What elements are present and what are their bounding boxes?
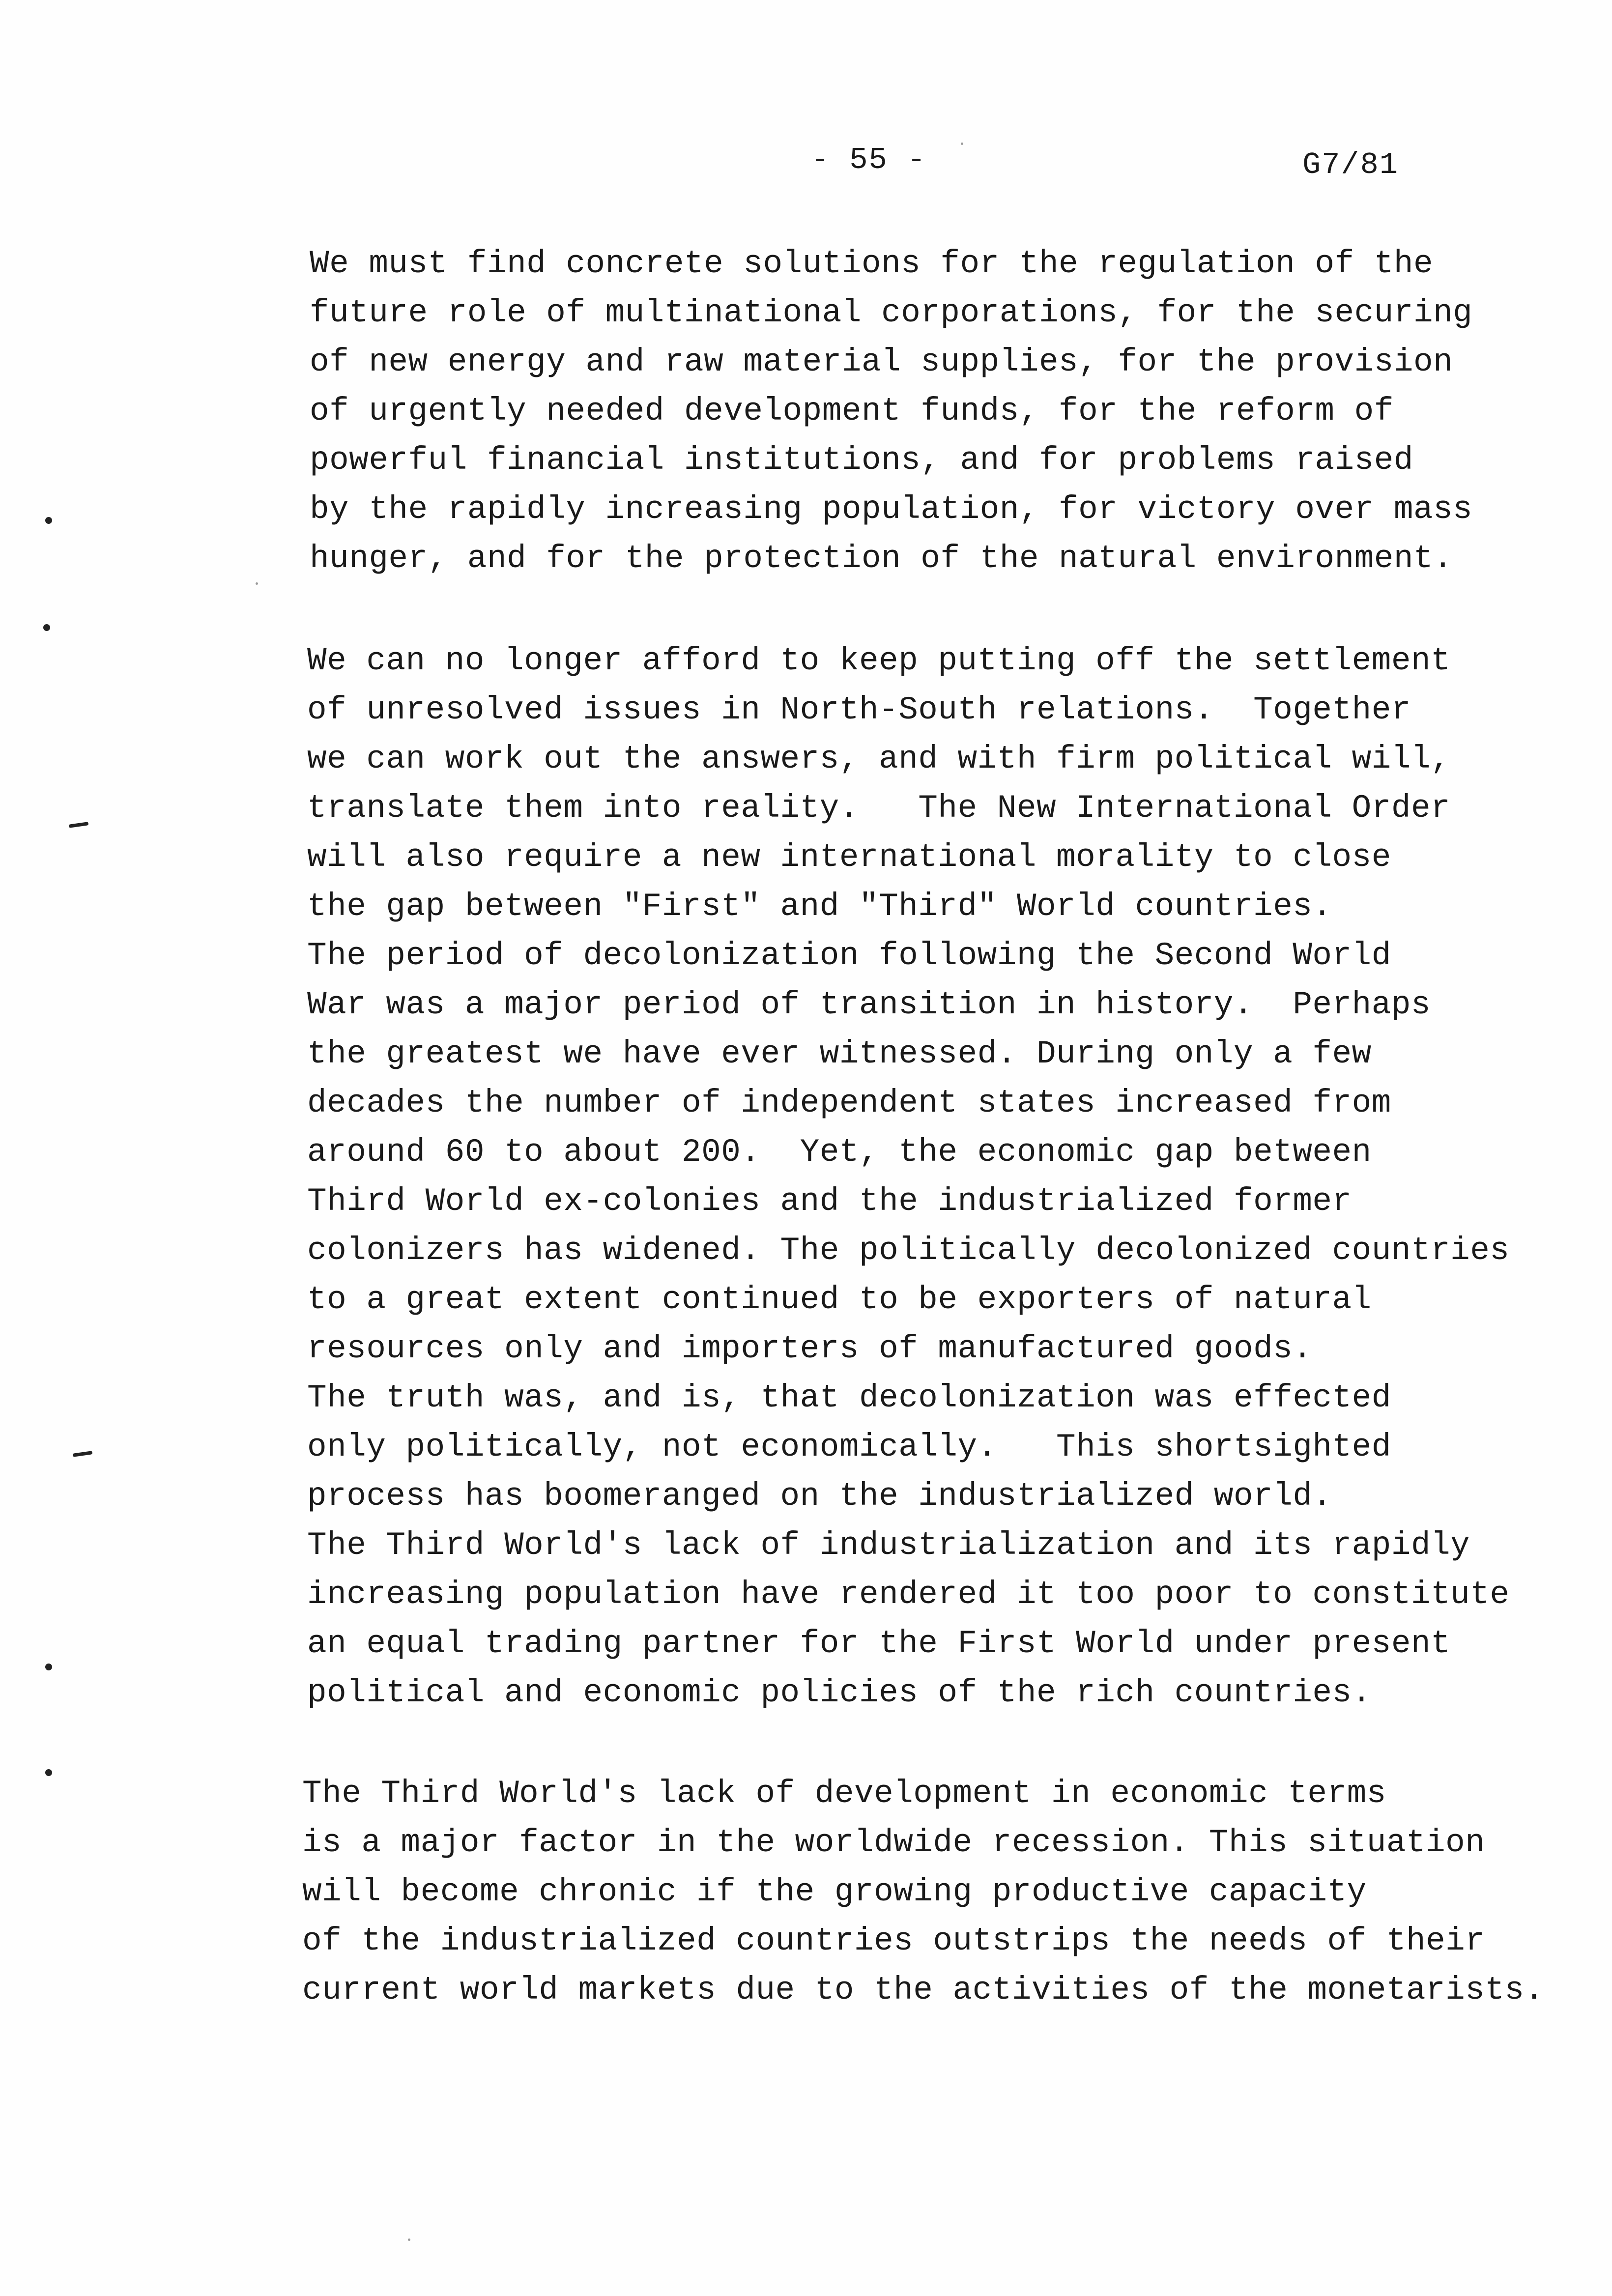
text-line: The Third World's lack of industrialization and its rapidly — [307, 1527, 1470, 1564]
paragraph-2 — [307, 636, 1605, 1718]
text-line: by the rapidly increasing population, for victory over mass — [310, 491, 1473, 528]
scan-mark-dot — [45, 517, 52, 524]
text-line: of the industrialized countries outstrips the needs of their — [302, 1923, 1485, 1959]
text-line: will become chronic if the growing productive capacity — [302, 1873, 1367, 1910]
text-line: of urgently needed development funds, for the reform of — [310, 393, 1394, 430]
text-line: translate them into reality. The New International Order — [307, 790, 1451, 827]
text-line: current world markets due to the activities of the monetarists. — [302, 1972, 1544, 2009]
text-line: of unresolved issues in North-South relations. Together — [307, 691, 1411, 728]
text-line: political and economic policies of the rich countries. — [307, 1674, 1372, 1711]
text-line: we can work out the answers, and with firm political will, — [307, 741, 1451, 777]
text-line: The Third World's lack of development in economic terms — [302, 1775, 1386, 1812]
scan-mark-dot — [43, 624, 50, 631]
text-line: hunger, and for the protection of the natural environment. — [310, 540, 1453, 577]
text-line: will also require a new international morality to close — [307, 839, 1391, 876]
text-line: The period of decolonization following the Second World — [307, 937, 1391, 974]
text-line: colonizers has widened. The politically decolonized countries — [307, 1232, 1510, 1269]
text-line: the gap between "First" and "Third" World countries. — [307, 888, 1332, 925]
text-line: We can no longer afford to keep putting off the settlement — [307, 642, 1451, 679]
text-line: around 60 to about 200. Yet, the economic gap between — [307, 1134, 1372, 1171]
text-line: powerful financial institutions, and for problems raised — [310, 442, 1413, 479]
scan-mark-dash — [73, 1451, 93, 1457]
scan-mark-dot — [45, 1769, 52, 1776]
scan-speck — [256, 582, 258, 585]
text-line: The truth was, and is, that decolonization was effected — [307, 1379, 1391, 1416]
text-line: the greatest we have ever witnessed. During only a few — [307, 1035, 1372, 1072]
page-number: - 55 - — [811, 143, 927, 177]
text-line: increasing population have rendered it too poor to constitute — [307, 1576, 1510, 1613]
paragraph-3 — [302, 1769, 1600, 2015]
text-line: an equal trading partner for the First World under present — [307, 1625, 1451, 1662]
text-line: future role of multinational corporations, for the securing — [310, 294, 1473, 331]
scan-speck — [408, 2239, 410, 2241]
scan-speck — [961, 143, 963, 145]
text-line: We must find concrete solutions for the regulation of the — [310, 245, 1434, 282]
text-line: only politically, not economically. This shortsighted — [307, 1429, 1391, 1465]
text-line: to a great extent continued to be exporters of natural — [307, 1281, 1372, 1318]
text-line: is a major factor in the worldwide recession. This situation — [302, 1824, 1485, 1861]
paragraph-1 — [310, 239, 1607, 583]
text-line: of new energy and raw material supplies, for the provision — [310, 344, 1453, 380]
scan-mark-dash — [69, 822, 89, 828]
document-reference: G7/81 — [1302, 147, 1399, 182]
text-line: decades the number of independent states increased from — [307, 1085, 1391, 1121]
text-line: process has boomeranged on the industrialized world. — [307, 1478, 1332, 1515]
text-line: War was a major period of transition in history. Perhaps — [307, 986, 1431, 1023]
text-line: Third World ex-colonies and the industrialized former — [307, 1183, 1352, 1220]
text-line: resources only and importers of manufactured goods. — [307, 1330, 1313, 1367]
scan-mark-dot — [45, 1664, 52, 1670]
